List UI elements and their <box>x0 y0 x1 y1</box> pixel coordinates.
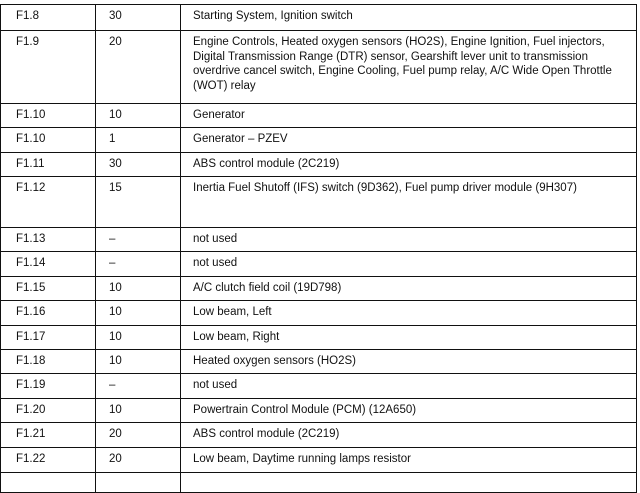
circuit-description-cell: A/C clutch field coil (19D798) <box>181 277 637 301</box>
table-row <box>0 128 640 153</box>
amp-rating-cell: 10 <box>96 277 181 301</box>
amp-rating-cell: 10 <box>96 399 181 423</box>
fuse-number-cell: F1.19 <box>0 374 96 399</box>
fuse-number-cell: F1.14 <box>0 252 96 277</box>
amp-rating-cell: 10 <box>96 326 181 350</box>
fuse-number-cell: F1.20 <box>0 399 96 423</box>
amp-rating-cell: 1 <box>96 128 181 153</box>
table-row <box>0 374 640 399</box>
amp-rating-cell: 20 <box>96 31 181 104</box>
fuse-number-cell <box>0 473 96 493</box>
table-row <box>0 104 640 128</box>
fuse-number-cell: F1.9 <box>0 31 96 104</box>
table-row <box>0 473 640 493</box>
fuse-number-cell: F1.13 <box>0 228 96 252</box>
amp-rating-cell: 30 <box>96 153 181 177</box>
circuit-description-cell: Engine Controls, Heated oxygen sensors (HO2S), Engine Ignition, Fuel injectors, Digital Transmission Range (DTR) sensor, Gearshift lever unit to transmission overdrive cancel switch, Engine Cooling, Fuel pump relay, A/C Wide Open Throttle (WOT) relay <box>181 31 637 104</box>
fuse-number-cell: F1.22 <box>0 448 96 473</box>
amp-rating-cell: 10 <box>96 350 181 374</box>
circuit-description-cell: Low beam, Left <box>181 301 637 326</box>
amp-rating-cell: – <box>96 252 181 277</box>
fuse-number-cell: F1.8 <box>0 4 96 31</box>
table-row <box>0 423 640 448</box>
amp-rating-cell <box>96 473 181 493</box>
table-row <box>0 153 640 177</box>
amp-rating-cell: 30 <box>96 4 181 31</box>
fuse-number-cell: F1.10 <box>0 128 96 153</box>
table-row <box>0 252 640 277</box>
table-row <box>0 301 640 326</box>
fuse-number-cell: F1.16 <box>0 301 96 326</box>
table-row <box>0 277 640 301</box>
amp-rating-cell: 10 <box>96 301 181 326</box>
amp-rating-cell: – <box>96 374 181 399</box>
circuit-description-cell: Generator <box>181 104 637 128</box>
circuit-description-cell: Inertia Fuel Shutoff (IFS) switch (9D362), Fuel pump driver module (9H307) <box>181 177 637 228</box>
circuit-description-cell: not used <box>181 252 637 277</box>
table-row <box>0 350 640 374</box>
table-row <box>0 228 640 252</box>
circuit-description-cell: not used <box>181 228 637 252</box>
fuse-number-cell: F1.17 <box>0 326 96 350</box>
circuit-description-cell: Heated oxygen sensors (HO2S) <box>181 350 637 374</box>
circuit-description-cell: Low beam, Daytime running lamps resistor <box>181 448 637 473</box>
circuit-description-cell: ABS control module (2C219) <box>181 153 637 177</box>
amp-rating-cell: 20 <box>96 448 181 473</box>
table-row <box>0 4 640 31</box>
table-row <box>0 448 640 473</box>
circuit-description-cell: ABS control module (2C219) <box>181 423 637 448</box>
table-row <box>0 31 640 104</box>
amp-rating-cell: 15 <box>96 177 181 228</box>
table-row <box>0 399 640 423</box>
fuse-number-cell: F1.15 <box>0 277 96 301</box>
circuit-description-cell: Generator – PZEV <box>181 128 637 153</box>
circuit-description-cell: not used <box>181 374 637 399</box>
circuit-description-cell: Powertrain Control Module (PCM) (12A650) <box>181 399 637 423</box>
circuit-description-cell <box>181 473 637 493</box>
table-row <box>0 177 640 228</box>
amp-rating-cell: 10 <box>96 104 181 128</box>
fuse-number-cell: F1.11 <box>0 153 96 177</box>
fuse-number-cell: F1.12 <box>0 177 96 228</box>
circuit-description-cell: Low beam, Right <box>181 326 637 350</box>
fuse-number-cell: F1.21 <box>0 423 96 448</box>
amp-rating-cell: – <box>96 228 181 252</box>
fuse-number-cell: F1.10 <box>0 104 96 128</box>
circuit-description-cell: Starting System, Ignition switch <box>181 4 637 31</box>
fuse-number-cell: F1.18 <box>0 350 96 374</box>
amp-rating-cell: 20 <box>96 423 181 448</box>
table-row <box>0 326 640 350</box>
